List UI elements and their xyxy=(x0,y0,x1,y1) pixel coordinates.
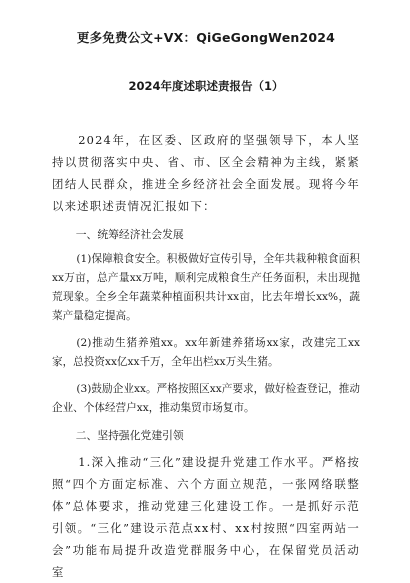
section-heading-1: 一、统筹经济社会发展 xyxy=(75,228,184,241)
body-paragraph: (3)鼓励企业xx。严格按照区xx产要求，做好检查登记，推动企业、个体经营户xx，推动集贸市场复市。 xyxy=(52,383,360,414)
body-paragraph: (1)保障粮食安全。积极做好宣传引导，全年共栽种粮食面积xx万亩，总产量xx万吨，顺利完成粮食生产任务面积，未出现抛荒现象。全乡全年蔬菜种植面积共计xx亩，比去年增长xx%，蔬菜产量稳定提高。 xyxy=(52,253,360,322)
promo-banner: 更多免费公文+VX：QiGeGongWen2024 xyxy=(76,30,336,45)
intro-paragraph: 2024年，在区委、区政府的坚强领导下，本人坚持以贯彻落实中央、省、市、区全会精神为主线，紧紧团结人民群众，推进全乡经济社会全面发展。现将今年以来述职述责情况汇报如下： xyxy=(52,133,360,213)
document-title: 2024年度述职述责报告（1） xyxy=(128,79,284,93)
body-paragraph: (2)推动生猪养殖xx。xx年新建养猪场xx家，改建完工xx家，总投资xx亿xx千万，全年出栏xx万头生猪。 xyxy=(52,337,360,368)
body-paragraph: 1.深入推动“三化”建设提升党建工作水平。严格按照“四个方面定标准、六个方面立规范，一张网络联整体”总体要求，推动党建三化建设工作。一是抓好示范引领。“三化”建设示范点xx村、xx村按照“四室两站一会”功能布局提升改造党群服务中心，在保留党员活动室 xyxy=(52,455,360,579)
section-heading-2: 二、坚持强化党建引领 xyxy=(75,429,184,442)
